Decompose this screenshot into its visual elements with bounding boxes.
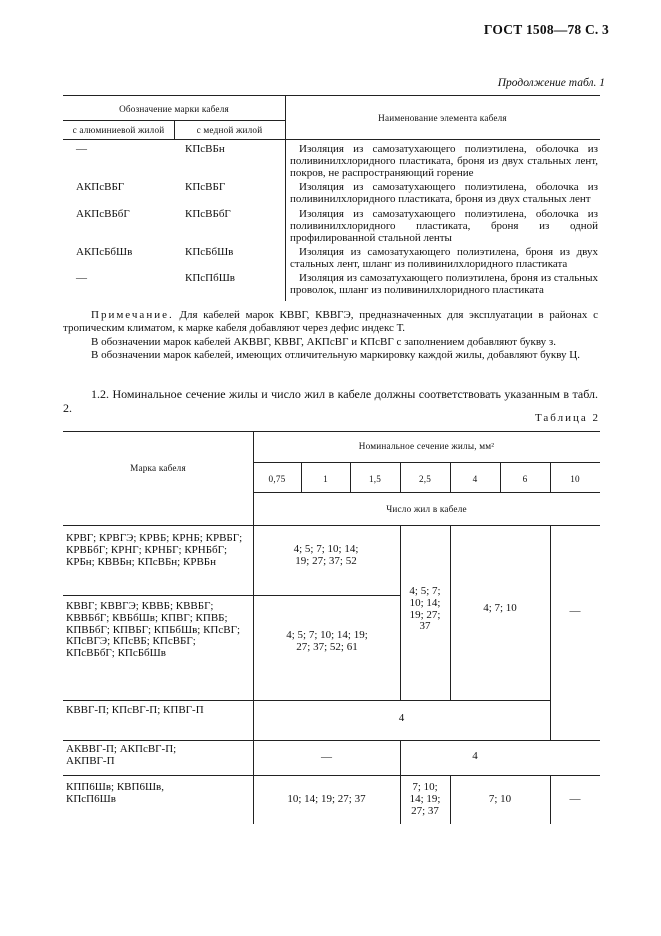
table2-section-0-75: 0,75 bbox=[268, 474, 286, 484]
table2-row1-brand: КРВГ; КРВГЭ; КРВБ; КРНБ; КРВБГ; КРВБбГ; КРНГ; КРНБГ; КРНБбГ; КРБн; КВВБн; КПсВБн; КРВБн bbox=[66, 532, 243, 568]
table2-section-1: 1 bbox=[323, 474, 328, 484]
table1-row5-desc: Изоляция из самозатухающего полиэтилена, броня из стальных проволок, шланг из поливинилхлоридного пластиката bbox=[290, 272, 598, 296]
table2-row2-brand: КВВГ; КВВГЭ; КВВБ; КВВБГ; КВВБбГ; КВБбШв; КПВГ; КПВБ; КПВБбГ; КПВБГ; КПБбШв; КПсВГ; КПсВГЭ; КПсВБ; КПсВБГ; КПсВБбГ; КПсБбШв bbox=[66, 600, 241, 660]
note-line-2: В обозначении марок кабелей АКВВГ, КВВГ, АКПсВГ и КПсВГ с заполнением добавляют букву з. bbox=[91, 336, 557, 348]
table2-row5-counts-2-5: 7; 10; 14; 19; 27; 37 bbox=[409, 781, 441, 817]
table2-col-count: Число жил в кабеле bbox=[386, 504, 467, 514]
table1-col-copper: с медной жилой bbox=[196, 125, 263, 135]
table2-section-1-5: 1,5 bbox=[368, 474, 382, 484]
table2-rows12-counts-2-5: 4; 5; 7; 10; 14; 19; 27; 37 bbox=[409, 585, 441, 633]
table2-row5-counts-4-6: 7; 10 bbox=[488, 793, 512, 805]
table2-section-10: 10 bbox=[570, 474, 580, 484]
table1-row4-cu: КПсБбШв bbox=[185, 246, 234, 258]
table1-row4-al: АКПсБбШв bbox=[76, 246, 133, 258]
table-continuation-label: Продолжение табл. 1 bbox=[497, 77, 605, 89]
table2-row3-brand: КВВГ-П; КПсВГ-П; КПВГ-П bbox=[66, 704, 204, 716]
table2-row5-counts-10: — bbox=[569, 793, 581, 805]
table2-rows12-counts-4-6: 4; 7; 10 bbox=[483, 602, 517, 614]
table1-row2-al: АКПсВБГ bbox=[76, 181, 125, 193]
note-line-3: В обозначении марок кабелей, имеющих отличительную маркировку каждой жилы, добавляют букву Ц. bbox=[91, 349, 580, 361]
table2-row1-counts: 4; 5; 7; 10; 14; 19; 27; 37; 52 bbox=[293, 543, 359, 567]
page-header: ГОСТ 1508—78 С. 3 bbox=[483, 22, 609, 37]
table2-rows12-counts-10: — bbox=[569, 605, 581, 617]
table2-caption: Таблица 2 bbox=[534, 412, 600, 424]
table2-col-section: Номинальное сечение жилы, мм² bbox=[358, 441, 495, 451]
table2-row3-counts: 4 bbox=[398, 712, 405, 724]
table2-row4-brand: АКВВГ-П; АКПсВГ-П; АКПВГ-П bbox=[66, 743, 177, 767]
table2-row2-counts: 4; 5; 7; 10; 14; 19; 27; 37; 52; 61 bbox=[286, 629, 368, 653]
note-line-1: Примечание. Для кабелей марок КВВГ, КВВГЭ, предназначенных для эксплуатации в районах с тропическим климатом, к марке кабеля добавляют через дефис индекс Т. bbox=[63, 309, 598, 334]
note-label: Примечание. bbox=[91, 309, 174, 321]
table1-group-header: Обозначение марки кабеля bbox=[119, 104, 229, 114]
table2-section-2-5: 2,5 bbox=[418, 474, 432, 484]
table1-col-element: Наименование элемента кабеля bbox=[378, 113, 507, 123]
table1-row3-cu: КПсВБбГ bbox=[185, 208, 231, 220]
table1-row1-desc: Изоляция из самозатухающего полиэтилена, оболочка из поливинилхлоридного пластиката, броня из двух стальных лент, покров, не распространяющий горение bbox=[290, 143, 598, 179]
table2-row4-counts: — bbox=[321, 751, 332, 763]
table2-section-4: 4 bbox=[472, 474, 478, 484]
table1-col-aluminium: с алюминиевой жилой bbox=[72, 125, 165, 135]
table1-row3-desc: Изоляция из самозатухающего полиэтилена, оболочка из поливинилхлоридного пластиката, броня из одной профилированной стальной ленты bbox=[290, 208, 598, 244]
table1-row1-al: — bbox=[76, 143, 87, 155]
table2-row5-brand: КПП6Шв; КВП6Шв, КПсП6Шв bbox=[66, 781, 164, 805]
table1-row4-desc: Изоляция из самозатухающего полиэтилена, броня из двух стальных лент, шланг из поливинилхлоридного пластиката bbox=[290, 246, 598, 270]
table1-row5-cu: КПсПбШв bbox=[185, 272, 235, 284]
clause-1-2: 1.2. Номинальное сечение жилы и число жил в кабеле должны соответствовать указанным в табл. 2. bbox=[63, 387, 598, 415]
table2-row4-counts-2-5: 4 bbox=[472, 750, 478, 762]
table1-row5-al: — bbox=[76, 272, 87, 284]
table2-row5-counts: 10; 14; 19; 27; 37 bbox=[287, 793, 366, 805]
table1-row3-al: АКПсВБбГ bbox=[76, 208, 130, 220]
table2-col-brand: Марка кабеля bbox=[130, 463, 186, 473]
table2-section-6: 6 bbox=[522, 474, 528, 484]
table1-row2-desc: Изоляция из самозатухающего полиэтилена, оболочка из поливинилхлоридного пластиката, броня из двух стальных лент bbox=[290, 181, 598, 205]
table1-row2-cu: КПсВБГ bbox=[185, 181, 226, 193]
table1-row1-cu: КПсВБн bbox=[185, 143, 225, 155]
